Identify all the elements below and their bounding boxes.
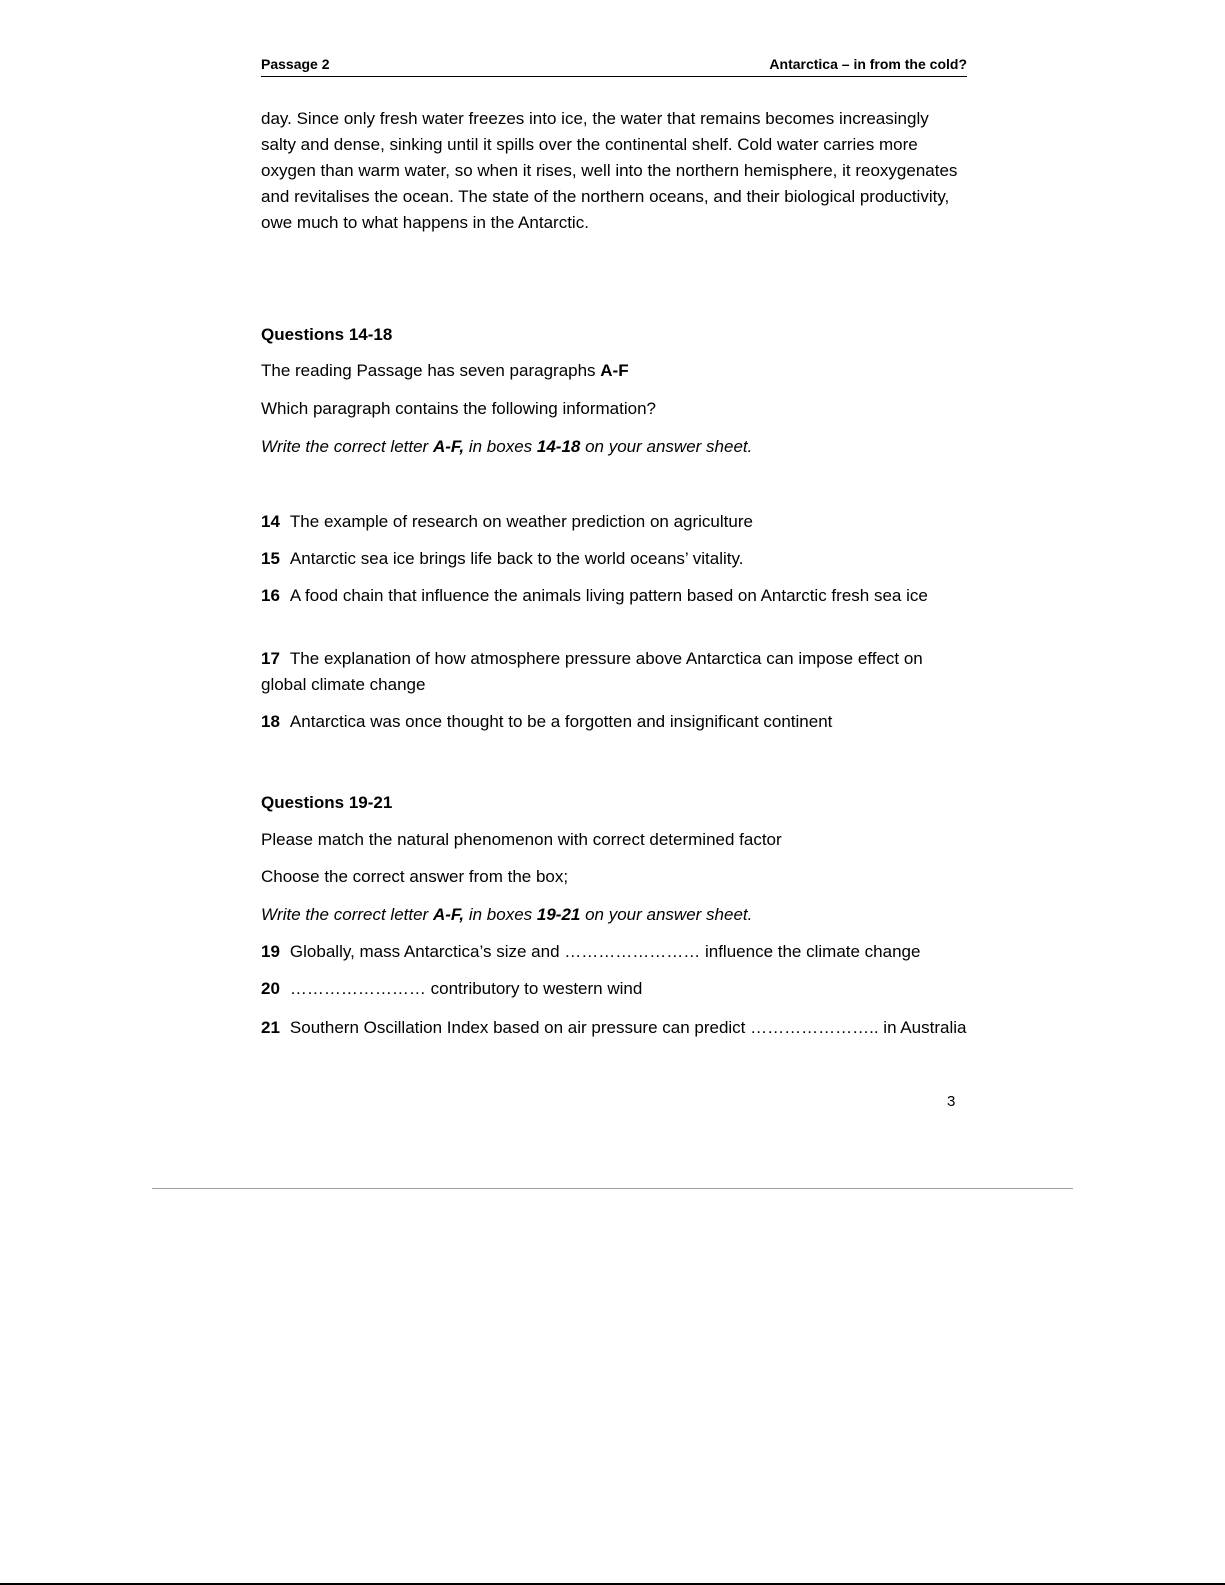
- question-item: [261, 939, 967, 965]
- question-number: 15: [261, 549, 280, 568]
- question-item: [261, 509, 967, 535]
- questions-19-21-heading: Questions 19-21: [261, 793, 393, 812]
- question-text: Antarctica was once thought to be a forgotten and insignificant continent: [289, 712, 833, 731]
- question-number: 18: [261, 712, 280, 731]
- question-item: [261, 976, 967, 1002]
- q14-18-intro-text: The reading Passage has seven paragraphs: [261, 361, 601, 380]
- question-text: Southern Oscillation Index based on air pressure can predict ………………….. in Australia: [289, 1018, 967, 1037]
- question-item: [261, 709, 967, 735]
- question-item: [261, 583, 967, 609]
- page-number: 3: [947, 1093, 956, 1110]
- q14-18-intro: [261, 358, 967, 384]
- question-text: Antarctic sea ice brings life back to the world oceans’ vitality.: [289, 549, 744, 568]
- instr-part: Write the correct letter: [261, 437, 433, 456]
- q14-18-intro-letters: A-F: [600, 361, 629, 380]
- question-text: …………………… contributory to western wind: [289, 979, 643, 998]
- question-text: The example of research on weather prediction on agriculture: [289, 512, 753, 531]
- instr-part: Write the correct letter: [261, 905, 433, 924]
- page-separator-divider: [152, 1188, 1073, 1189]
- q19-21-intro: Please match the natural phenomenon with correct determined factor: [261, 830, 782, 849]
- question-number: 19: [261, 942, 280, 961]
- instr-part: in boxes: [464, 905, 537, 924]
- question-number: 17: [261, 649, 280, 668]
- question-text: A food chain that influence the animals living pattern based on Antarctic fresh sea ice: [289, 586, 928, 605]
- question-text: The explanation of how atmosphere pressure above Antarctica can impose effect on global climate change: [261, 649, 923, 694]
- q14-18-instruction: [261, 434, 967, 460]
- questions-14-18-heading: Questions 14-18: [261, 325, 393, 344]
- question-item: [261, 1015, 967, 1041]
- q19-21-instruction: [261, 902, 967, 928]
- page-header: [261, 54, 967, 77]
- question-item: [261, 646, 967, 698]
- q19-21-choose: Choose the correct answer from the box;: [261, 867, 569, 886]
- instr-part: in boxes: [464, 437, 537, 456]
- question-number: 16: [261, 586, 280, 605]
- header-passage-label: Passage 2: [261, 56, 330, 72]
- instr-letters: A-F,: [432, 437, 465, 456]
- passage-paragraph: day. Since only fresh water freezes into ice, the water that remains becomes increasingly salty and dense, sinking until it spills over the continental shelf. Cold water carries more oxygen than warm water, so when it rises, well into the northern hemisphere, it reoxygenates and revitalises the ocean. The state of the northern oceans, and their biological productivity, owe much to what happens in the Antarctic.: [261, 109, 958, 232]
- instr-letters: A-F,: [432, 905, 465, 924]
- question-item: [261, 546, 967, 572]
- instr-box-range: 19-21: [536, 905, 581, 924]
- instr-box-range: 14-18: [536, 437, 581, 456]
- header-title: Antarctica – in from the cold?: [769, 56, 967, 72]
- question-number: 14: [261, 512, 280, 531]
- question-number: 21: [261, 1018, 280, 1037]
- instr-part: on your answer sheet.: [580, 437, 753, 456]
- q14-18-question: Which paragraph contains the following information?: [261, 399, 657, 418]
- question-number: 20: [261, 979, 280, 998]
- question-text: Globally, mass Antarctica’s size and …………………… influence the climate change: [289, 942, 921, 961]
- instr-part: on your answer sheet.: [580, 905, 753, 924]
